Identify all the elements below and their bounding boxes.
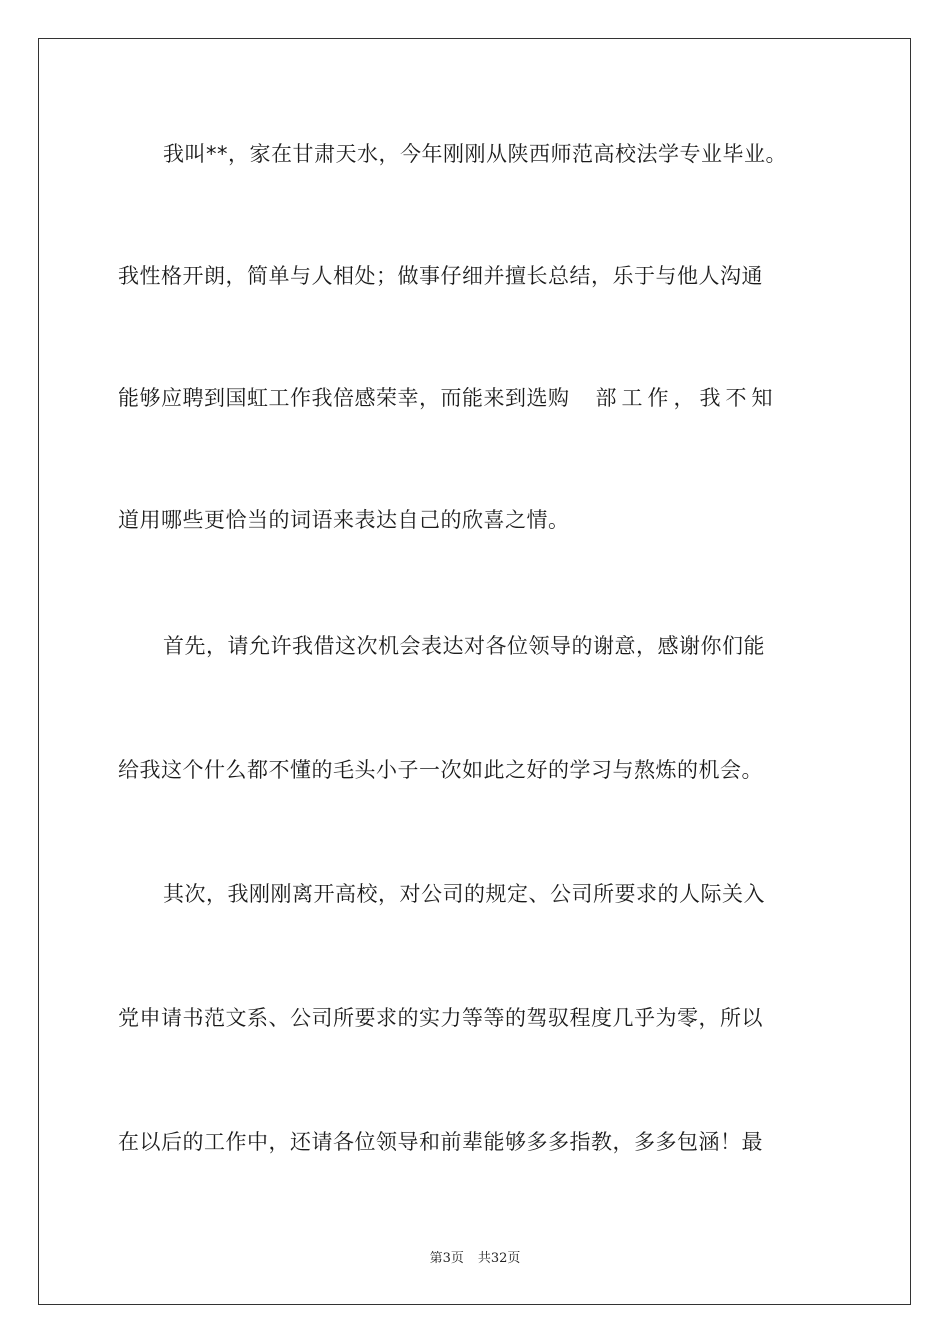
text-line-3-part-1: 能够应聘到国虹工作我倍感荣幸，而能来到选购: [118, 386, 570, 410]
text-line-7: 其次，我刚刚离开高校，对公司的规定、公司所要求的人际关入: [163, 882, 765, 906]
page-footer: [0, 1247, 950, 1266]
text-line-6: 给我这个什么都不懂的毛头小子一次如此之好的学习与熬炼的机会。: [118, 758, 763, 782]
text-line-4: 道用哪些更恰当的词语来表达自己的欣喜之情。: [118, 508, 570, 532]
text-line-5: 首先，请允许我借这次机会表达对各位领导的谢意，感谢你们能: [163, 634, 765, 658]
text-line-2: 我性格开朗，简单与人相处；做事仔细并擅长总结，乐于与他人沟通: [118, 264, 763, 288]
text-line-1: 我叫**，家在甘肃天水，今年刚刚从陕西师范高校法学专业毕业。: [163, 142, 787, 166]
page-border: [38, 38, 911, 1305]
text-line-8: 党申请书范文系、公司所要求的实力等等的驾驭程度几乎为零，所以: [118, 1006, 763, 1030]
text-line-9: 在以后的工作中，还请各位领导和前辈能够多多指教，多多包涵！最: [118, 1130, 763, 1154]
page-total: 共32页: [477, 1251, 521, 1266]
page-number: 第3页: [429, 1251, 464, 1266]
text-line-3-part-2: 部工作，我不知: [595, 386, 778, 410]
text-line-3: [118, 384, 778, 412]
